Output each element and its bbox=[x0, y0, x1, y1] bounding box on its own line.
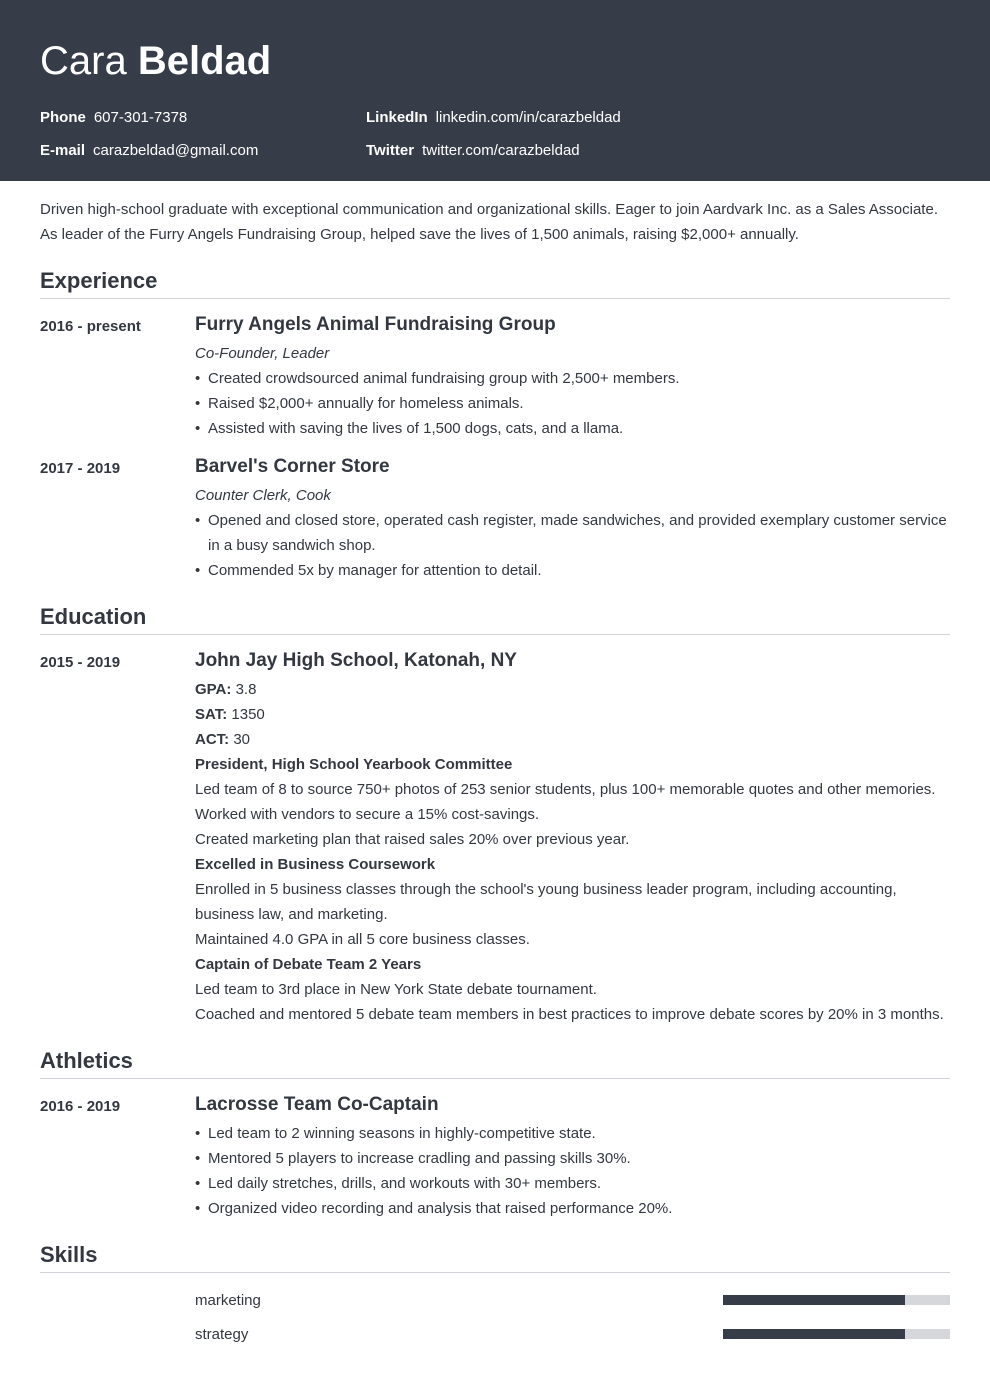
section-title-athletics: Athletics bbox=[40, 1047, 950, 1079]
bullet-item: • Mentored 5 players to increase cradling and passing skills 30%. bbox=[195, 1146, 950, 1171]
skill-row bbox=[40, 1283, 950, 1317]
activity-line: Led team of 8 to source 750+ photos of 253 senior students, plus 100+ memorable quotes and other memories. bbox=[195, 781, 936, 798]
phone-label: Phone bbox=[40, 109, 86, 126]
twitter-link[interactable]: twitter.com/carazbeldad bbox=[422, 142, 580, 159]
section-title-education: Education bbox=[40, 603, 950, 635]
skills-list bbox=[40, 1283, 950, 1351]
activity-line: Coached and mentored 5 debate team members in best practices to improve debate scores by 20% in 3 months. bbox=[195, 1006, 944, 1023]
phone-value: 607-301-7378 bbox=[93, 109, 188, 126]
experience-entry bbox=[40, 455, 950, 583]
entry-content bbox=[195, 649, 950, 1027]
gpa-label: GPA: bbox=[195, 681, 232, 698]
bullet-list bbox=[195, 366, 950, 441]
bullet-list bbox=[195, 1121, 950, 1221]
entry-content bbox=[195, 455, 950, 583]
entry-org: Barvel's Corner Store bbox=[195, 456, 390, 477]
entry-org: Furry Angels Animal Fundraising Group bbox=[195, 314, 556, 335]
athletics-role: Lacrosse Team Co-Captain bbox=[195, 1094, 439, 1115]
first-name: Cara bbox=[40, 39, 127, 83]
activity-line: Led team to 3rd place in New York State debate tournament. bbox=[195, 981, 597, 998]
bullet-item: • Led daily stretches, drills, and workouts with 30+ members. bbox=[195, 1171, 950, 1196]
sat-line bbox=[195, 702, 950, 727]
linkedin-label: LinkedIn bbox=[366, 109, 428, 126]
email-label: E-mail bbox=[40, 142, 86, 159]
athletics-entry bbox=[40, 1093, 950, 1221]
skill-name: marketing bbox=[195, 1291, 261, 1309]
section-title-skills: Skills bbox=[40, 1241, 950, 1273]
activity-heading: Excelled in Business Coursework bbox=[195, 856, 436, 873]
entry-date: 2017 - 2019 bbox=[40, 460, 121, 477]
twitter-label: Twitter bbox=[366, 142, 415, 159]
education-entry bbox=[40, 649, 950, 1027]
activity-line: Enrolled in 5 business classes through the school's young business leader program, including accounting, business law, and marketing. bbox=[195, 881, 897, 923]
summary: Driven high-school graduate with exceptional communication and organizational skills. Eager to join Aardvark Inc. as a Sales Associate. As leader of the Furry Angels Fundraising Group, helped save the lives of 1,500 animals, raising $2,000+ annually. bbox=[40, 201, 938, 243]
sat-value: 1350 bbox=[231, 706, 265, 723]
entry-content bbox=[195, 313, 950, 441]
bullet-list bbox=[195, 508, 950, 583]
bullet-item: • Led team to 2 winning seasons in highly-competitive state. bbox=[195, 1121, 950, 1146]
contact-info bbox=[40, 110, 950, 159]
contact-twitter bbox=[366, 143, 950, 159]
act-line bbox=[195, 727, 950, 752]
candidate-name bbox=[40, 37, 950, 85]
gpa-line bbox=[195, 677, 950, 702]
section-title-experience: Experience bbox=[40, 267, 950, 299]
activity-heading: President, High School Yearbook Committee bbox=[195, 756, 513, 773]
bullet-item: • Assisted with saving the lives of 1,500 dogs, cats, and a llama. bbox=[195, 416, 950, 441]
entry-date: 2015 - 2019 bbox=[40, 654, 121, 671]
linkedin-link[interactable]: linkedin.com/in/carazbeldad bbox=[435, 109, 621, 126]
skill-name: strategy bbox=[195, 1325, 249, 1343]
bullet-item: • Commended 5x by manager for attention to detail. bbox=[195, 558, 950, 583]
entry-content bbox=[195, 1093, 950, 1221]
act-label: ACT: bbox=[195, 731, 230, 748]
gpa-value: 3.8 bbox=[235, 681, 257, 698]
skill-level-bar bbox=[723, 1295, 950, 1305]
sat-label: SAT: bbox=[195, 706, 228, 723]
entry-role: Co-Founder, Leader bbox=[195, 345, 330, 362]
skill-row bbox=[40, 1317, 950, 1351]
activity-line: Created marketing plan that raised sales 20% over previous year. bbox=[195, 831, 630, 848]
entry-role: Counter Clerk, Cook bbox=[195, 487, 331, 504]
activity-heading: Captain of Debate Team 2 Years bbox=[195, 956, 422, 973]
email-link[interactable]: carazbeldad@gmail.com bbox=[93, 142, 259, 159]
contact-phone bbox=[40, 110, 366, 126]
experience-entry bbox=[40, 313, 950, 441]
skill-level-fill bbox=[723, 1295, 905, 1305]
activity-line: Worked with vendors to secure a 15% cost-savings. bbox=[195, 806, 540, 823]
act-value: 30 bbox=[233, 731, 251, 748]
resume-body bbox=[0, 197, 990, 1351]
bullet-item: • Raised $2,000+ annually for homeless animals. bbox=[195, 391, 950, 416]
bullet-item: • Created crowdsourced animal fundraising group with 2,500+ members. bbox=[195, 366, 950, 391]
skill-level-fill bbox=[723, 1329, 905, 1339]
entry-date: 2016 - 2019 bbox=[40, 1098, 121, 1115]
resume-header bbox=[0, 0, 990, 181]
last-name: Beldad bbox=[137, 39, 272, 83]
activity-line: Maintained 4.0 GPA in all 5 core business classes. bbox=[195, 931, 530, 948]
school-name: John Jay High School, Katonah, NY bbox=[195, 650, 517, 671]
contact-linkedin bbox=[366, 110, 950, 126]
bullet-item: • Opened and closed store, operated cash register, made sandwiches, and provided exemplary customer service in a busy sandwich shop. bbox=[195, 508, 950, 558]
contact-email bbox=[40, 143, 366, 159]
entry-date: 2016 - present bbox=[40, 318, 141, 335]
skill-level-bar bbox=[723, 1329, 950, 1339]
bullet-item: • Organized video recording and analysis that raised performance 20%. bbox=[195, 1196, 950, 1221]
